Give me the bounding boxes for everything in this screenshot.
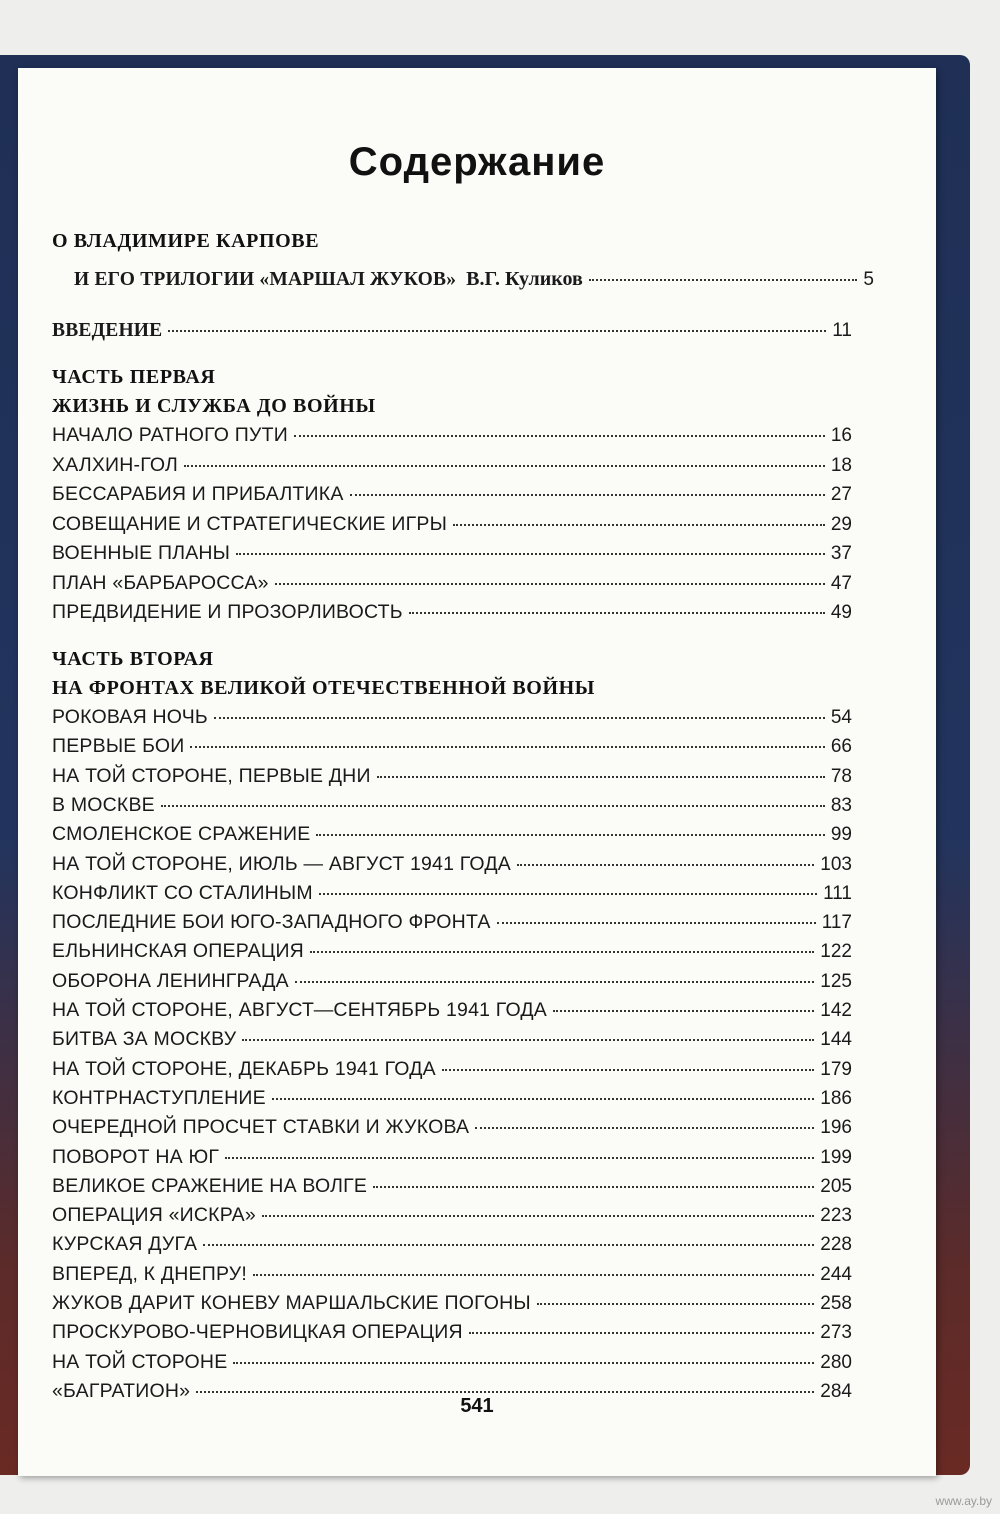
leader-dots <box>373 1186 814 1188</box>
page-ref: 54 <box>830 707 852 728</box>
page-ref: 117 <box>821 912 852 934</box>
leader-dots <box>184 465 825 467</box>
toc-entry[interactable] <box>52 1146 852 1174</box>
page-ref: 142 <box>820 1000 852 1021</box>
page-ref: 179 <box>820 1058 852 1080</box>
entry-label: ОЧЕРЕДНОЙ ПРОСЧЕТ СТАВКИ И ЖУКОВА <box>52 1116 470 1139</box>
toc-entry-vvedenie[interactable] <box>52 320 852 348</box>
leader-dots <box>294 435 825 437</box>
entry-label: НАЧАЛО РАТНОГО ПУТИ <box>52 424 288 446</box>
entry-label: ЖУКОВ ДАРИТ КОНЕВУ МАРШАЛЬСКИЕ ПОГОНЫ <box>52 1292 531 1314</box>
page-ref: 29 <box>830 513 852 535</box>
entry-label: ПРЕДВИДЕНИЕ И ПРОЗОРЛИВОСТЬ <box>52 601 403 623</box>
leader-dots <box>214 717 825 719</box>
leader-dots <box>262 1215 814 1217</box>
leader-dots <box>310 951 814 953</box>
toc-entry[interactable] <box>52 1204 852 1232</box>
toc-entry[interactable] <box>52 1087 852 1115</box>
leader-dots <box>469 1332 815 1334</box>
entry-label: ПЛАН «БАРБАРОССА» <box>52 571 269 594</box>
entry-label: ПОСЛЕДНИЕ БОИ ЮГО-ЗАПАДНОГО ФРОНТА <box>52 911 491 934</box>
leader-dots <box>497 922 816 924</box>
page-ref: 27 <box>830 484 852 505</box>
entry-label: НА ТОЙ СТОРОНЕ <box>52 1350 228 1373</box>
leader-dots <box>196 1391 814 1393</box>
leader-dots <box>316 834 824 836</box>
leader-dots <box>272 1098 814 1100</box>
part1-label: ЧАСТЬ ПЕРВАЯ <box>52 366 216 388</box>
page-ref: 144 <box>820 1029 852 1051</box>
page-ref: 83 <box>830 794 852 816</box>
entry-label: ПРОСКУРОВО-ЧЕРНОВИЦКАЯ ОПЕРАЦИЯ <box>52 1321 463 1344</box>
toc-entry[interactable] <box>52 1028 852 1056</box>
watermark: www.ay.by <box>935 1494 992 1508</box>
page-ref: 186 <box>820 1087 852 1109</box>
page-ref: 284 <box>820 1380 852 1402</box>
leader-dots <box>275 583 825 585</box>
leader-dots <box>517 864 814 866</box>
leader-dots <box>475 1127 814 1129</box>
leader-dots <box>537 1303 814 1305</box>
entry-label: ПОВОРОТ НА ЮГ <box>52 1145 220 1168</box>
entry-label: БИТВА ЗА МОСКВУ <box>52 1028 237 1051</box>
toc-entry-intro[interactable] <box>74 268 874 296</box>
page-title: Содержание <box>348 140 606 184</box>
toc-entry[interactable] <box>52 999 852 1027</box>
entry-label: СОВЕЩАНИЕ И СТРАТЕГИЧЕСКИЕ ИГРЫ <box>52 512 448 535</box>
toc-entry[interactable] <box>52 823 852 851</box>
toc-entry[interactable] <box>52 970 852 998</box>
toc-entry[interactable] <box>52 1058 852 1086</box>
leader-dots <box>242 1039 814 1041</box>
leader-dots <box>409 612 825 614</box>
page-ref: 258 <box>820 1293 852 1314</box>
page-ref: 66 <box>830 736 852 758</box>
leader-dots <box>233 1362 814 1364</box>
entry-label: «БАГРАТИОН» <box>52 1379 191 1402</box>
entry-label: КУРСКАЯ ДУГА <box>52 1233 198 1256</box>
toc-entry[interactable] <box>52 853 852 881</box>
page-ref: 11 <box>832 320 852 341</box>
leader-dots <box>295 981 814 983</box>
entry-label: НА ТОЙ СТОРОНЕ, АВГУСТ—СЕНТЯБРЬ 1941 ГОДА <box>52 999 547 1021</box>
page-ref: 244 <box>820 1263 852 1285</box>
entry-label: ПЕРВЫЕ БОИ <box>52 735 185 758</box>
part1-title: ЖИЗНЬ И СЛУЖБА ДО ВОЙНЫ <box>52 395 376 417</box>
toc-entry[interactable] <box>52 1175 852 1203</box>
page-ref: 78 <box>830 765 852 787</box>
toc-entry[interactable] <box>52 1263 852 1291</box>
toc-entry[interactable] <box>52 601 852 629</box>
page-ref: 280 <box>820 1351 852 1373</box>
vvedenie-label: ВВЕДЕНИЕ <box>52 320 163 341</box>
entry-label: В МОСКВЕ <box>52 793 155 816</box>
page-ref: 16 <box>830 425 852 446</box>
page-ref: 49 <box>830 602 852 623</box>
leader-dots <box>442 1069 814 1071</box>
entry-label: ВОЕННЫЕ ПЛАНЫ <box>52 542 231 564</box>
toc-entry[interactable] <box>52 1233 852 1261</box>
page-ref: 228 <box>820 1234 852 1256</box>
leader-dots <box>553 1010 814 1012</box>
page-ref: 18 <box>830 454 852 476</box>
leader-dots <box>225 1157 814 1159</box>
entry-label: СМОЛЕНСКОЕ СРАЖЕНИЕ <box>52 823 311 846</box>
entry-label: БЕССАРАБИЯ И ПРИБАЛТИКА <box>52 483 344 505</box>
page-number: 541 <box>460 1395 494 1417</box>
toc-entry[interactable] <box>52 1292 852 1320</box>
entry-label: КОНТРНАСТУПЛЕНИЕ <box>52 1086 266 1109</box>
toc-page <box>18 68 936 1476</box>
toc-entry[interactable] <box>52 706 852 734</box>
entry-label: ОБОРОНА ЛЕНИНГРАДА <box>52 969 289 992</box>
toc-entry[interactable] <box>52 483 852 511</box>
page-ref: 47 <box>830 572 852 594</box>
leader-dots <box>589 279 858 281</box>
page-ref: 122 <box>820 941 852 963</box>
toc-entry[interactable] <box>52 513 852 541</box>
page-ref: 273 <box>820 1322 852 1344</box>
toc-entry[interactable] <box>52 1321 852 1349</box>
toc-entry[interactable] <box>52 542 852 570</box>
part2-label: ЧАСТЬ ВТОРАЯ <box>52 648 214 670</box>
leader-dots <box>319 893 817 895</box>
leader-dots <box>168 330 826 332</box>
entry-label: НА ТОЙ СТОРОНЕ, ПЕРВЫЕ ДНИ <box>52 764 371 787</box>
page-ref: 125 <box>820 970 852 992</box>
toc-entry[interactable] <box>52 940 852 968</box>
intro-author: В.Г. Куликов <box>466 268 583 290</box>
toc-entry[interactable] <box>52 454 852 482</box>
leader-dots <box>253 1274 814 1276</box>
entry-label: КОНФЛИКТ СО СТАЛИНЫМ <box>52 881 313 904</box>
entry-label: ОПЕРАЦИЯ «ИСКРА» <box>52 1204 256 1227</box>
page-ref: 103 <box>820 853 852 875</box>
intro-line2: И ЕГО ТРИЛОГИИ «МАРШАЛ ЖУКОВ» <box>74 269 457 290</box>
leader-dots <box>236 553 825 555</box>
leader-dots <box>190 746 824 748</box>
entry-label: ХАЛХИН-ГОЛ <box>52 453 179 476</box>
toc-entry[interactable] <box>52 735 852 763</box>
entry-label: НА ТОЙ СТОРОНЕ, ИЮЛЬ — АВГУСТ 1941 ГОДА <box>52 852 511 875</box>
intro-line1: О ВЛАДИМИРЕ КАРПОВЕ <box>52 230 320 252</box>
leader-dots <box>377 776 825 778</box>
page-ref: 99 <box>830 824 852 846</box>
leader-dots <box>203 1244 814 1246</box>
toc-entry[interactable] <box>52 1116 852 1144</box>
page-ref: 223 <box>820 1205 852 1227</box>
page-ref: 196 <box>820 1117 852 1139</box>
entry-label: НА ТОЙ СТОРОНЕ, ДЕКАБРЬ 1941 ГОДА <box>52 1057 436 1080</box>
leader-dots <box>453 524 825 526</box>
toc-entry[interactable] <box>52 1351 852 1379</box>
toc-entry[interactable] <box>52 882 852 910</box>
toc-entry[interactable] <box>52 911 852 939</box>
page-ref: 37 <box>830 543 852 564</box>
toc-entry[interactable] <box>52 765 852 793</box>
entry-label: ЕЛЬНИНСКАЯ ОПЕРАЦИЯ <box>52 940 304 963</box>
leader-dots <box>350 494 825 496</box>
entry-label: РОКОВАЯ НОЧЬ <box>52 706 208 728</box>
leader-dots <box>161 805 825 807</box>
page-ref: 205 <box>820 1175 852 1197</box>
toc-entry[interactable] <box>52 794 852 822</box>
part2-title: НА ФРОНТАХ ВЕЛИКОЙ ОТЕЧЕСТВЕННОЙ ВОЙНЫ <box>52 677 596 699</box>
page-ref: 199 <box>820 1146 852 1168</box>
entry-label: ВПЕРЕД, К ДНЕПРУ! <box>52 1262 247 1285</box>
page-ref: 111 <box>823 882 852 904</box>
toc-entry[interactable] <box>52 572 852 600</box>
page-ref: 5 <box>863 269 874 290</box>
entry-label: ВЕЛИКОЕ СРАЖЕНИЕ НА ВОЛГЕ <box>52 1174 368 1197</box>
toc-entry[interactable] <box>52 424 852 452</box>
